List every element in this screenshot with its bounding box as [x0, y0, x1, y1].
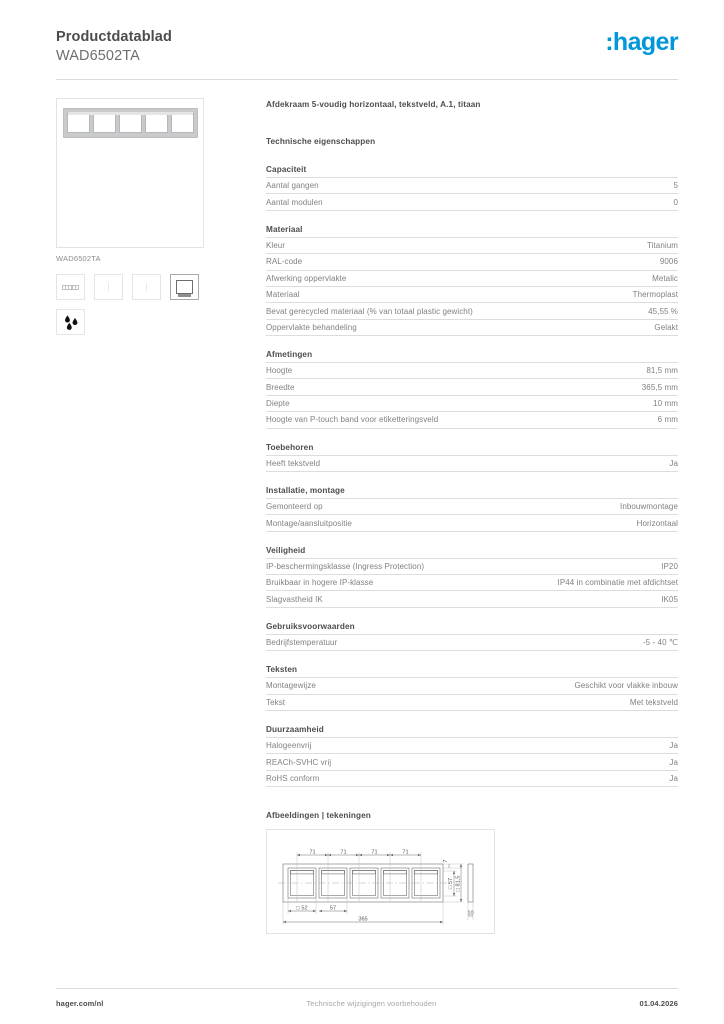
spec-label: Tekst: [266, 697, 286, 707]
spec-label: Hoogte: [266, 366, 293, 376]
page-header: [0, 0, 724, 65]
spec-value: Ja: [669, 458, 678, 468]
spec-row: [266, 455, 678, 472]
spec-value: IP44 in combinatie met afdichtset: [557, 578, 678, 588]
product-gallery: [56, 98, 206, 335]
spec-section: [266, 725, 678, 787]
spec-value: Ja: [669, 757, 678, 767]
spec-row: [266, 395, 678, 411]
spec-label: Aantal gangen: [266, 181, 319, 191]
thumbnail-water-drops[interactable]: [56, 309, 85, 335]
footer-divider: [56, 988, 678, 989]
spec-label: Kleur: [266, 241, 286, 251]
technical-drawing-svg: [267, 830, 494, 933]
spec-value: 81,5 mm: [646, 366, 678, 376]
spec-value: 45,55 %: [648, 306, 678, 316]
spec-value: IK05: [661, 594, 678, 604]
thumbnail-blank-2[interactable]: [132, 274, 161, 300]
spec-label: Gemonteerd op: [266, 502, 323, 512]
dim-pitch-4: 71: [402, 849, 409, 856]
spec-value: Ja: [669, 741, 678, 751]
spec-section-title: Toebehoren: [266, 442, 314, 452]
spec-row: [266, 193, 678, 210]
thumbnail-device-view[interactable]: [170, 274, 199, 300]
spec-label: Diepte: [266, 399, 290, 409]
header-titles: [56, 28, 172, 65]
dim-depth: 10: [467, 910, 474, 917]
spec-value: Horizontaal: [636, 518, 678, 528]
spec-section: [266, 546, 678, 608]
hager-logo: :hager: [605, 28, 678, 56]
spec-label: Afwerking oppervlakte: [266, 273, 347, 283]
spec-section-title: Gebruiksvoorwaarden: [266, 621, 355, 631]
dim-cutout-width: □ 52: [296, 905, 308, 912]
technical-properties-heading: Technische eigenschappen: [266, 137, 376, 147]
specifications-column: [266, 98, 678, 934]
spec-value: 6 mm: [657, 415, 678, 425]
spec-label: Aantal modulen: [266, 197, 323, 207]
spec-row: [266, 694, 678, 711]
product-name: Afdekraam 5-voudig horizontaal, tekstveld, A.1, titaan: [266, 100, 481, 110]
faint-mark-icon: [108, 283, 109, 291]
spec-label: Slagvastheid IK: [266, 594, 323, 604]
spec-value: 365,5 mm: [641, 382, 678, 392]
product-hero-image[interactable]: [56, 98, 204, 248]
thumbnail-row-secondary: [56, 309, 206, 335]
spec-label: RAL-code: [266, 257, 303, 267]
spec-row: [266, 319, 678, 336]
footer-date: 01.04.2026: [639, 999, 678, 1008]
frame-cell: [67, 113, 90, 133]
dim-inner-width: 57: [329, 905, 337, 912]
dim-pitch-3: 71: [371, 849, 378, 856]
spec-section-title: Materiaal: [266, 224, 303, 234]
specification-sections: [266, 165, 678, 787]
spec-value: 10 mm: [653, 399, 678, 409]
spec-row: [266, 770, 678, 787]
spec-row: [266, 177, 678, 193]
drawings-section: [266, 811, 678, 934]
spec-row: [266, 753, 678, 769]
thumbnail-row-primary: [56, 274, 206, 300]
thumbnail-blank-1[interactable]: [94, 274, 123, 300]
spec-label: Heeft tekstveld: [266, 458, 321, 468]
spec-row: [266, 574, 678, 590]
spec-row: [266, 677, 678, 693]
spec-label: Hoogte van P-touch band voor etiketteringsveld: [266, 415, 439, 425]
spec-label: Materiaal: [266, 290, 300, 300]
spec-section: [266, 225, 678, 336]
spec-row: [266, 634, 678, 651]
spec-row: [266, 362, 678, 378]
frame-strip-icon: [62, 285, 79, 290]
spec-value: Gelakt: [654, 322, 678, 332]
spec-row: [266, 411, 678, 428]
spec-label: RoHS conform: [266, 773, 320, 783]
dim-total-height: □ 81,5: [455, 875, 462, 892]
spec-label: IP-beschermingsklasse (Ingress Protection): [266, 561, 425, 571]
spec-row: [266, 378, 678, 394]
spec-section: [266, 665, 678, 711]
spec-label: Bruikbaar in hogere IP-klasse: [266, 578, 374, 588]
spec-row: [266, 558, 678, 574]
spec-section: [266, 350, 678, 429]
spec-value: IP20: [661, 561, 678, 571]
spec-label: Halogeenvrij: [266, 741, 312, 751]
dim-cutout-height: □ 57: [448, 878, 455, 890]
cover-frame-illustration: [63, 108, 198, 138]
spec-section-title: Duurzaamheid: [266, 724, 324, 734]
spec-section-title: Veiligheid: [266, 545, 306, 555]
drawings-title: Afbeeldingen | tekeningen: [266, 811, 371, 821]
dim-pitch-2: 71: [340, 849, 347, 856]
hero-caption: WAD6502TA: [56, 254, 101, 264]
spec-value: Geschikt voor vlakke inbouw: [574, 681, 678, 691]
spec-row: [266, 498, 678, 514]
page-body: [0, 80, 724, 934]
frame-cell: [119, 113, 142, 133]
spec-label: Oppervlakte behandeling: [266, 322, 357, 332]
spec-label: REACh-SVHC vrij: [266, 757, 332, 767]
spec-value: -5 - 40 ℃: [642, 638, 678, 648]
spec-value: Met tekstveld: [629, 697, 678, 707]
frame-cell: [93, 113, 116, 133]
monitor-icon: [176, 280, 193, 294]
spec-label: Breedte: [266, 382, 295, 392]
spec-section-title: Capaciteit: [266, 165, 307, 175]
spec-label: Bevat gerecycled materiaal (% van totaal plastic gewicht): [266, 306, 473, 316]
label-strip: [68, 112, 193, 115]
spec-value: 0: [673, 197, 678, 207]
spec-row: [266, 590, 678, 607]
spec-row: [266, 270, 678, 286]
spec-row: [266, 253, 678, 269]
spec-section-title: Installatie, montage: [266, 485, 345, 495]
spec-row: [266, 737, 678, 753]
product-reference: WAD6502TA: [56, 47, 140, 64]
spec-value: 5: [673, 181, 678, 191]
page-footer: [0, 988, 724, 1024]
dim-pitch-1: 71: [309, 849, 316, 856]
spec-label: Montage/aansluitpositie: [266, 518, 352, 528]
spec-section: [266, 622, 678, 651]
spec-value: Metalic: [652, 273, 678, 283]
footer-disclaimer: Technische wijzigingen voorbehouden: [306, 999, 437, 1008]
spec-value: Titanium: [646, 241, 678, 251]
footer-website[interactable]: hager.com/nl: [56, 999, 104, 1008]
spec-label: Montagewijze: [266, 681, 316, 691]
faint-mark-icon: [146, 283, 147, 291]
spec-row: [266, 286, 678, 302]
spec-section: [266, 165, 678, 211]
frame-cell: [145, 113, 168, 133]
spec-row: [266, 302, 678, 318]
spec-section: [266, 486, 678, 532]
spec-value: Ja: [669, 773, 678, 783]
dim-total-width: 365: [358, 916, 368, 923]
technical-drawing[interactable]: [266, 829, 495, 934]
spec-value: 9006: [659, 257, 678, 267]
spec-section: [266, 443, 678, 472]
water-drops-icon: [62, 314, 80, 331]
spec-section-title: Afmetingen: [266, 350, 313, 360]
spec-value: Inbouwmontage: [620, 502, 678, 512]
spec-label: Bedrijfstemperatuur: [266, 638, 338, 648]
frame-cell: [171, 113, 194, 133]
spec-value: Thermoplast: [632, 290, 678, 300]
page-title: Productdatablad: [56, 29, 172, 45]
spec-row: [266, 237, 678, 253]
dim-strip-height: 7: [443, 859, 449, 863]
thumbnail-frame-strip[interactable]: [56, 274, 85, 300]
spec-section-title: Teksten: [266, 665, 298, 675]
spec-row: [266, 514, 678, 531]
